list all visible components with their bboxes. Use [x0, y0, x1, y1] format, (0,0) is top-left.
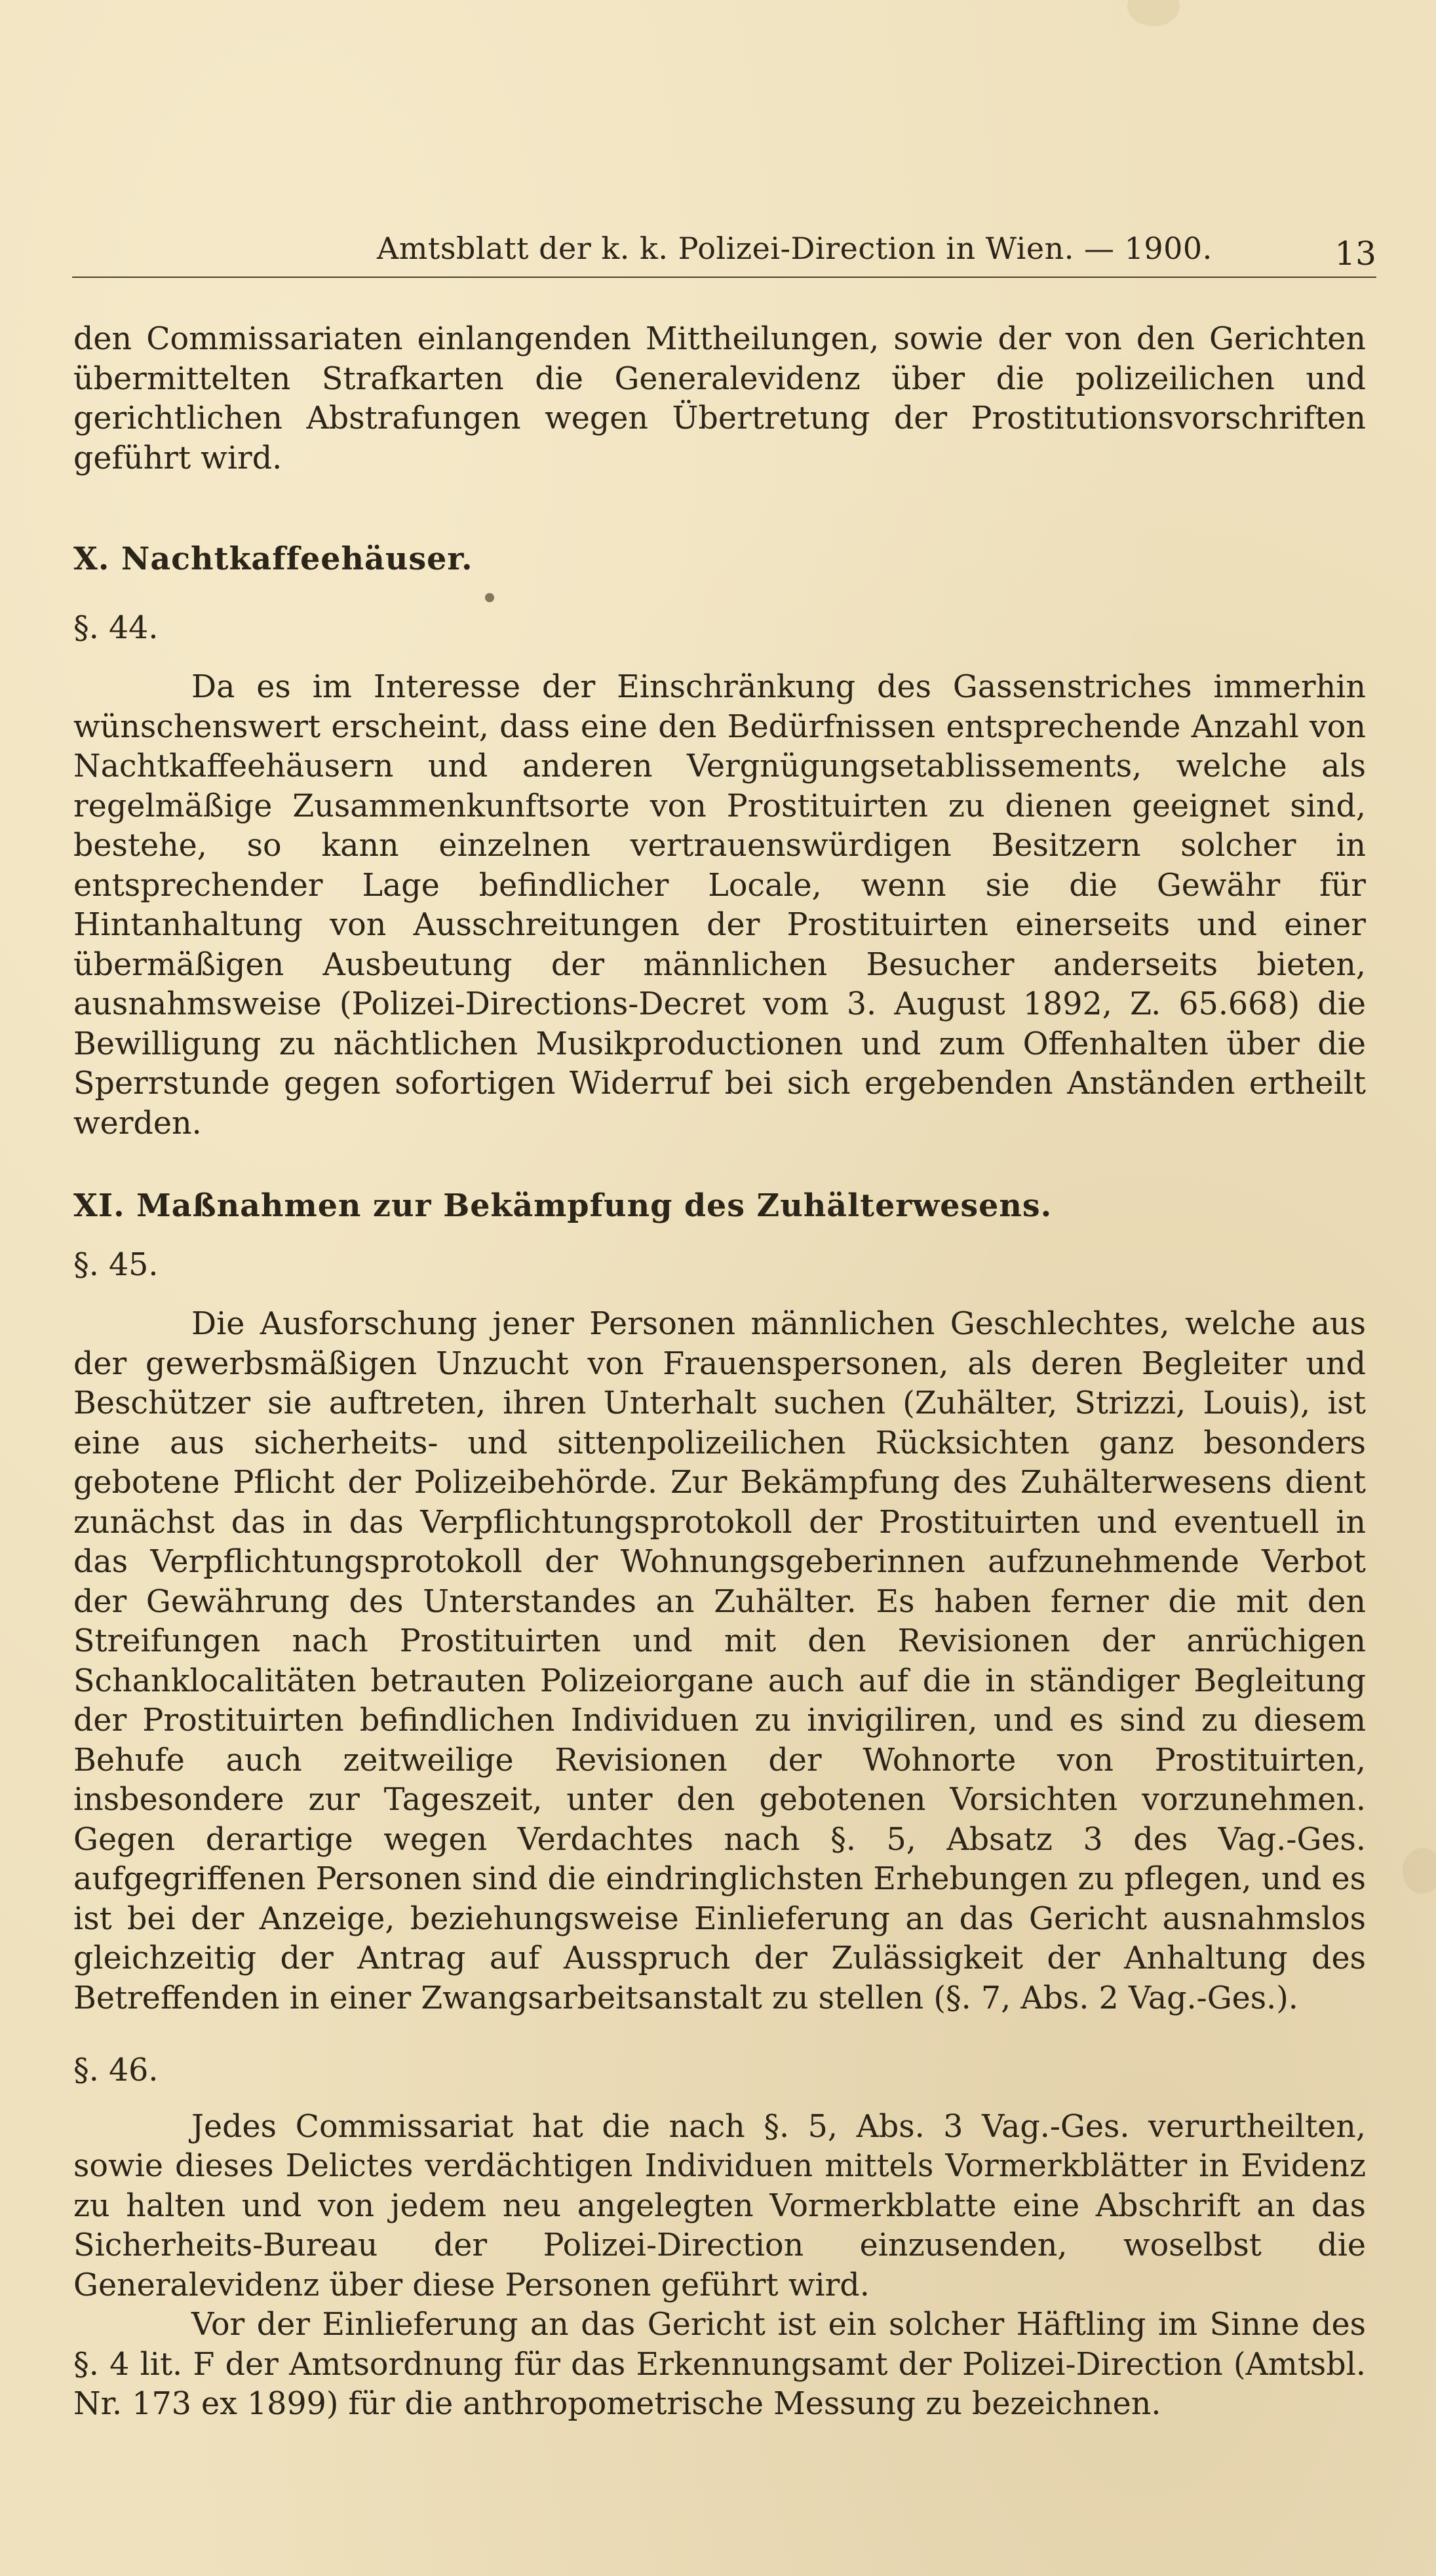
document-body — [73, 320, 1366, 2425]
paragraph-46-text: Jedes Commissariat hat die nach §. 5, Abs. 3 Vag.-Ges. verurtheilten, sowie dieses Delictes verdächtigen Individuen mittels Vormerkblätter in Evidenz zu halten und von jedem neu angelegten Vormerkblatte eine Abschrift an das Sicherheits-Bureau der Polizei-Direction einzusenden, woselbst die Generalevidenz über diese Personen geführt wird. — [73, 2108, 1366, 2303]
header-title: Amtsblatt der k. k. Polizei-Direction in Wien. — 1900. — [377, 231, 1213, 266]
paper-stain — [1127, 0, 1180, 26]
paragraph-45-symbol: §. 45. — [73, 1246, 159, 1283]
page-header — [72, 231, 1376, 277]
section-x-title: X. Nachtkaffeehäuser. — [73, 541, 473, 577]
page-number: 13 — [1334, 235, 1376, 273]
paragraph-46-symbol: §. 46. — [73, 2052, 159, 2088]
intro-paragraph: den Commissariaten einlangenden Mittheilungen, sowie der von den Gerichten übermittelten Strafkarten die Generalevidenz über die polizeilichen und gerichtlichen Abstrafungen wegen Übertretung der Prostitutionsvorschriften geführt wird. — [73, 321, 1366, 476]
paragraph-44-symbol: §. 44. — [73, 609, 159, 646]
header-rule — [72, 277, 1376, 278]
paper-stain — [1403, 1848, 1436, 1894]
paragraph-46-continued: Vor der Einlieferung an das Gericht ist ein solcher Häftling im Sinne des §. 4 lit. F der Amtsordnung für das Erkennungsamt der Polizei-Direction (Amtsbl. Nr. 173 ex 1899) für die anthropometrische Messung zu bezeichnen. — [73, 2307, 1366, 2422]
paragraph-45-text: Die Ausforschung jener Personen männlichen Geschlechtes, welche aus der gewerbsmäßigen Unzucht von Frauenspersonen, als deren Begleiter und Beschützer sie auftreten, ihren Unterhalt suchen (Zuhälter, Strizzi, Louis), ist eine aus sicherheits- und sittenpolizeilichen Rücksichten ganz besonders gebotene Pflicht der Polizeibehörde. Zur Bekämpfung des Zuhälterwesens dient zunächst das in das Verpflichtungsprotokoll der Prostituirten und eventuell in das Verpflichtungsprotokoll der Wohnungsgeberinnen aufzunehmende Verbot der Gewährung des Unterstandes an Zuhälter. Es haben ferner die mit den Streifungen nach Prostituirten und mit den Revisionen der anrüchigen Schanklocalitäten betrauten Polizeiorgane auch auf die in ständiger Begleitung der Prostituirten befindlichen Individuen zu invigiliren, und es sind zu diesem Behufe auch zeitweilige Revisionen der Wohnorte von Prostituirten, insbesondere zur Tageszeit, unter den gebotenen Vorsichten vorzunehmen. Gegen derartige wegen Verdachtes nach §. 5, Absatz 3 des Vag.-Ges. aufgegriffenen Personen sind die eindringlichsten Erhebungen zu pflegen, und es ist bei der Anzeige, beziehungsweise Einlieferung an das Gericht ausnahmslos gleichzeitig der Antrag auf Ausspruch der Zulässigkeit der Anhaltung des Betreffenden in einer Zwangsarbeitsanstalt zu stellen (§. 7, Abs. 2 Vag.-Ges.). — [73, 1306, 1366, 2016]
section-xi-title: XI. Maßnahmen zur Bekämpfung des Zuhälterwesens. — [73, 1187, 1053, 1224]
paragraph-44-text: Da es im Interesse der Einschränkung des Gassenstriches immerhin wünschenswert erscheint, dass eine den Bedürfnissen entsprechende Anzahl von Nachtkaffeehäusern und anderen Vergnügungsetablissements, welche als regelmäßige Zusammenkunftsorte von Prostituirten zu dienen geeignet sind, bestehe, so kann einzelnen vertrauenswürdigen Besitzern solcher in entsprechender Lage befindlicher Locale, wenn sie die Gewähr für Hintanhaltung von Ausschreitungen der Prostituirten einerseits und einer übermäßigen Ausbeutung der männlichen Besucher anderseits bieten, ausnahmsweise (Polizei-Directions-Decret vom 3. August 1892, Z. 65.668) die Bewilligung zu nächtlichen Musikproductionen und zum Offenhalten über die Sperrstunde gegen sofortigen Widerruf bei sich ergebenden Anständen ertheilt werden. — [73, 669, 1366, 1142]
